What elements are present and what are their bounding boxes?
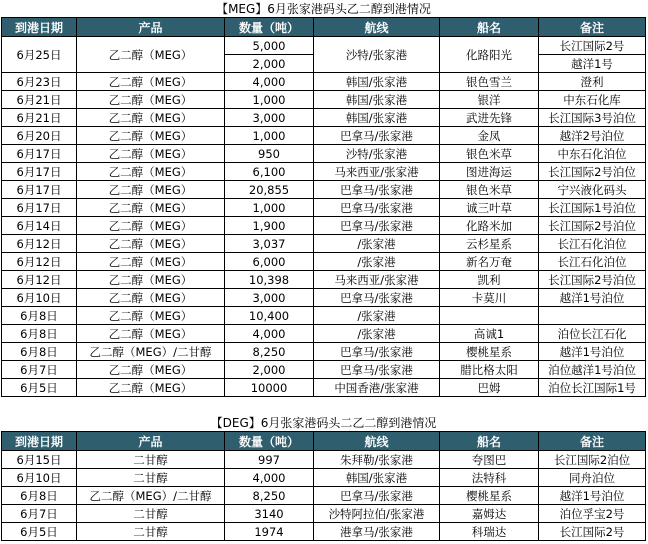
quantity-cell: 1974 (225, 523, 314, 541)
remark-cell: 澄利 (539, 73, 646, 91)
route-cell: 巴拿马/张家港 (314, 289, 440, 307)
remark-cell: 长江国际3号泊位 (539, 109, 646, 127)
product-cell: 乙二醇（MEG） (77, 109, 225, 127)
product-cell: 乙二醇（MEG） (77, 217, 225, 235)
table-row (2, 253, 646, 271)
date-cell: 6月8日 (2, 325, 77, 343)
quantity-cell: 1,000 (225, 199, 314, 217)
route-cell: 沙特阿拉伯/张家港 (314, 505, 440, 523)
remark-cell: 泊位长江国际1号 (539, 379, 646, 397)
date-cell: 6月25日 (2, 37, 77, 73)
ship-cell: 化路阳光 (440, 37, 539, 73)
ship-cell: 樱桃星系 (440, 343, 539, 361)
date-cell: 6月8日 (2, 487, 77, 505)
route-cell: 沙特/张家港 (314, 37, 440, 73)
route-cell: 韩国/张家港 (314, 109, 440, 127)
route-cell: /张家港 (314, 325, 440, 343)
table-row (2, 523, 646, 541)
route-cell: /张家港 (314, 235, 440, 253)
ship-cell: 巴姆 (440, 379, 539, 397)
ship-cell: 樱桃星系 (440, 487, 539, 505)
table-row (2, 271, 646, 289)
product-cell: 乙二醇（MEG） (77, 73, 225, 91)
quantity-cell: 10,400 (225, 307, 314, 325)
table-row (2, 199, 646, 217)
route-cell: 巴拿马/张家港 (314, 487, 440, 505)
table-row (2, 37, 646, 55)
ship-cell: 夸图巴 (440, 451, 539, 469)
route-cell: /张家港 (314, 253, 440, 271)
quantity-cell: 3,000 (225, 289, 314, 307)
route-cell: /张家港 (314, 307, 440, 325)
table-row (2, 127, 646, 145)
deg-header-row (2, 432, 646, 451)
quantity-cell: 8,250 (225, 487, 314, 505)
quantity-cell: 20,855 (225, 181, 314, 199)
route-cell: 沙特/张家港 (314, 145, 440, 163)
quantity-cell: 4,000 (225, 325, 314, 343)
header-remark: 备注 (539, 432, 646, 451)
date-cell: 6月7日 (2, 361, 77, 379)
remark-cell: 越洋2号泊位 (539, 127, 646, 145)
header-date: 到港日期 (2, 432, 77, 451)
ship-cell: 银色雪兰 (440, 73, 539, 91)
date-cell: 6月5日 (2, 379, 77, 397)
product-cell: 乙二醇（MEG） (77, 271, 225, 289)
date-cell: 6月21日 (2, 91, 77, 109)
route-cell: 巴拿马/张家港 (314, 343, 440, 361)
meg-table-title: 【MEG】6月张家港码头乙二醇到港情况 (2, 0, 646, 18)
table-row (2, 343, 646, 361)
remark-cell: 泊位长江石化 (539, 325, 646, 343)
remark-cell: 中东石化库 (539, 91, 646, 109)
product-cell: 乙二醇（MEG） (77, 235, 225, 253)
route-cell: 韩国/张家港 (314, 469, 440, 487)
product-cell: 二甘醇 (77, 505, 225, 523)
quantity-cell: 1,000 (225, 91, 314, 109)
table-row (2, 289, 646, 307)
route-cell: 韩国/张家港 (314, 73, 440, 91)
product-cell: 乙二醇（MEG） (77, 145, 225, 163)
route-cell: 巴拿马/张家港 (314, 361, 440, 379)
route-cell: 巴拿马/张家港 (314, 127, 440, 145)
table-row (2, 235, 646, 253)
remark-cell: 长江国际2号泊位 (539, 217, 646, 235)
product-cell: 乙二醇（MEG） (77, 181, 225, 199)
product-cell: 二甘醇 (77, 469, 225, 487)
table-row (2, 91, 646, 109)
date-cell: 6月21日 (2, 109, 77, 127)
header-ship: 船名 (440, 432, 539, 451)
header-product: 产品 (77, 432, 225, 451)
header-quantity: 数量（吨） (225, 432, 314, 451)
ship-cell: 卡莫川 (440, 289, 539, 307)
remark-cell: 泊位孚宝2号 (539, 505, 646, 523)
header-route: 航线 (314, 18, 440, 37)
product-cell: 乙二醇（MEG） (77, 361, 225, 379)
product-cell: 乙二醇（MEG） (77, 163, 225, 181)
product-cell: 乙二醇（MEG） (77, 289, 225, 307)
table-row (2, 307, 646, 325)
date-cell: 6月17日 (2, 199, 77, 217)
remark-cell: 宁兴液化码头 (539, 181, 646, 199)
remark-cell: 中东石化泊位 (539, 145, 646, 163)
table-row (2, 379, 646, 397)
product-cell: 乙二醇（MEG） (77, 37, 225, 73)
product-cell: 乙二醇（MEG） (77, 199, 225, 217)
quantity-cell: 3,000 (225, 109, 314, 127)
route-cell: 马来西亚/张家港 (314, 271, 440, 289)
product-cell: 乙二醇（MEG） (77, 253, 225, 271)
meg-arrival-table (1, 0, 646, 397)
remark-cell: 长江国际2泊位 (539, 451, 646, 469)
date-cell: 6月20日 (2, 127, 77, 145)
date-cell: 6月14日 (2, 217, 77, 235)
date-cell: 6月8日 (2, 343, 77, 361)
quantity-cell: 5,000 (225, 37, 314, 55)
table-row (2, 217, 646, 235)
header-product: 产品 (77, 18, 225, 37)
product-cell: 二甘醇 (77, 523, 225, 541)
date-cell: 6月8日 (2, 307, 77, 325)
table-row (2, 361, 646, 379)
quantity-cell: 2,000 (225, 361, 314, 379)
route-cell: 中国香港/张家港 (314, 379, 440, 397)
meg-header-row (2, 18, 646, 37)
table-row (2, 163, 646, 181)
deg-table-title: 【DEG】6月张家港码头二乙二醇到港情况 (2, 414, 646, 432)
ship-cell: 银色米草 (440, 145, 539, 163)
table-row (2, 451, 646, 469)
quantity-cell: 4,000 (225, 73, 314, 91)
remark-cell: 泊位越洋1号泊位 (539, 361, 646, 379)
date-cell: 6月12日 (2, 271, 77, 289)
date-cell: 6月17日 (2, 181, 77, 199)
date-cell: 6月23日 (2, 73, 77, 91)
header-remark: 备注 (539, 18, 646, 37)
route-cell: 巴拿马/张家港 (314, 217, 440, 235)
ship-cell: 图进海运 (440, 163, 539, 181)
date-cell: 6月12日 (2, 235, 77, 253)
product-cell: 乙二醇（MEG）/二甘醇 (77, 343, 225, 361)
remark-cell: 长江国际2号泊位 (539, 271, 646, 289)
ship-cell: 诚三叶草 (440, 199, 539, 217)
date-cell: 6月17日 (2, 163, 77, 181)
header-ship: 船名 (440, 18, 539, 37)
route-cell: 港拿马/张家港 (314, 523, 440, 541)
remark-cell: 越洋1号泊位 (539, 343, 646, 361)
quantity-cell: 10,398 (225, 271, 314, 289)
quantity-cell: 3,037 (225, 235, 314, 253)
table-row (2, 469, 646, 487)
quantity-cell: 10000 (225, 379, 314, 397)
ship-cell: 凯利 (440, 271, 539, 289)
ship-cell: 金凤 (440, 127, 539, 145)
route-cell: 巴拿马/张家港 (314, 181, 440, 199)
date-cell: 6月5日 (2, 523, 77, 541)
remark-cell: 越洋1号泊位 (539, 289, 646, 307)
product-cell: 乙二醇（MEG） (77, 91, 225, 109)
quantity-cell: 950 (225, 145, 314, 163)
date-cell: 6月15日 (2, 451, 77, 469)
remark-cell: 长江石化泊位 (539, 235, 646, 253)
product-cell: 乙二醇（MEG） (77, 379, 225, 397)
table-row (2, 325, 646, 343)
quantity-cell: 2,000 (225, 55, 314, 73)
route-cell: 马来西亚/张家港 (314, 163, 440, 181)
route-cell: 韩国/张家港 (314, 91, 440, 109)
ship-cell: 银色米草 (440, 181, 539, 199)
quantity-cell: 8,250 (225, 343, 314, 361)
remark-cell: 长江石化泊位 (539, 253, 646, 271)
ship-cell: 嘉姆达 (440, 505, 539, 523)
remark-cell: 越洋1号 (539, 55, 646, 73)
ship-cell: 新名万奄 (440, 253, 539, 271)
product-cell: 乙二醇（MEG） (77, 307, 225, 325)
quantity-cell: 4,000 (225, 469, 314, 487)
table-row (2, 487, 646, 505)
ship-cell: 高诚1 (440, 325, 539, 343)
table-row (2, 109, 646, 127)
remark-cell: 长江国际2号泊位 (539, 163, 646, 181)
ship-cell: 腊比格太阳 (440, 361, 539, 379)
remark-cell: 长江国际1号泊位 (539, 199, 646, 217)
table-row (2, 505, 646, 523)
quantity-cell: 3140 (225, 505, 314, 523)
table-row (2, 145, 646, 163)
quantity-cell: 1,000 (225, 127, 314, 145)
header-date: 到港日期 (2, 18, 77, 37)
product-cell: 乙二醇（MEG） (77, 325, 225, 343)
quantity-cell: 6,000 (225, 253, 314, 271)
table-row (2, 181, 646, 199)
header-quantity: 数量（吨） (225, 18, 314, 37)
remark-cell: 同舟泊位 (539, 469, 646, 487)
ship-cell (440, 307, 539, 325)
remark-cell: 越洋1号泊位 (539, 487, 646, 505)
date-cell: 6月10日 (2, 289, 77, 307)
deg-arrival-table (1, 414, 646, 541)
quantity-cell: 997 (225, 451, 314, 469)
remark-cell: 长江国际2号 (539, 37, 646, 55)
product-cell: 二甘醇 (77, 451, 225, 469)
ship-cell: 化路米加 (440, 217, 539, 235)
route-cell: 巴拿马/张家港 (314, 199, 440, 217)
route-cell: 朱拜勒/张家港 (314, 451, 440, 469)
date-cell: 6月12日 (2, 253, 77, 271)
ship-cell: 云杉星系 (440, 235, 539, 253)
product-cell: 乙二醇（MEG） (77, 127, 225, 145)
ship-cell: 法特科 (440, 469, 539, 487)
product-cell: 乙二醇（MEG）/二甘醇 (77, 487, 225, 505)
header-route: 航线 (314, 432, 440, 451)
ship-cell: 科瑞达 (440, 523, 539, 541)
remark-cell: 长江国际2号 (539, 523, 646, 541)
ship-cell: 武进先锋 (440, 109, 539, 127)
remark-cell (539, 307, 646, 325)
ship-cell: 银洋 (440, 91, 539, 109)
quantity-cell: 1,900 (225, 217, 314, 235)
table-row (2, 73, 646, 91)
quantity-cell: 6,100 (225, 163, 314, 181)
date-cell: 6月10日 (2, 469, 77, 487)
date-cell: 6月7日 (2, 505, 77, 523)
date-cell: 6月17日 (2, 145, 77, 163)
